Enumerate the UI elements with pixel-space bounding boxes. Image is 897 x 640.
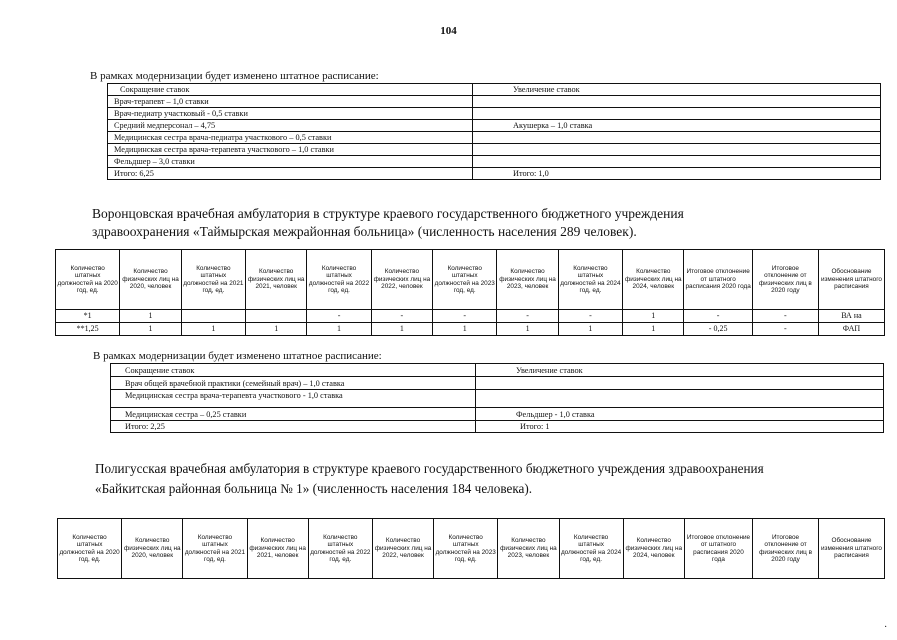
stats-header-cell: Количество физических лиц на 2024, человек (623, 250, 684, 310)
stats-header-cell: Количество физических лиц на 2024, человек (623, 519, 684, 579)
stats-data-row (56, 310, 885, 323)
increase-cell (473, 156, 881, 168)
stats-cell: 1 (558, 323, 622, 336)
table-header-row (111, 364, 884, 377)
staffing-stats-table-2 (57, 518, 885, 579)
stats-header-cell: Обоснование изменения штатного расписания (818, 519, 884, 579)
stats-header-cell: Итоговое отклонение от физических лиц в 2020 году (752, 250, 818, 310)
table-row (108, 120, 881, 132)
increase-cell (473, 144, 881, 156)
increase-cell (476, 390, 884, 408)
stats-header-cell: Количество физических лиц на 2022, человек (371, 250, 432, 310)
stats-cell: 1 (623, 310, 684, 323)
table-total-row (108, 168, 881, 180)
staffing-table-1 (107, 83, 881, 180)
poligus-heading-line2: «Байкитская районная больница № 1» (численность населения 184 человека). (95, 481, 533, 496)
staffing-table-2 (110, 363, 884, 433)
increase-cell (476, 377, 884, 390)
poligus-heading-line1: Полигусская врачебная амбулатория в структуре краевого государственного бюджетного учреждения здравоохранения (95, 461, 764, 476)
stats-cell: *1 (56, 310, 120, 323)
stats-cell: 1 (623, 323, 684, 336)
col-increase-header: Увеличение ставок (476, 364, 884, 377)
increase-total: Итого: 1,0 (473, 168, 881, 180)
table-row (108, 96, 881, 108)
section2-intro: В рамках модернизации будет изменено штатное расписание: (93, 350, 382, 362)
col-increase-header: Увеличение ставок (473, 84, 881, 96)
stats-header-cell: Количество физических лиц на 2022, человек (372, 519, 433, 579)
reduction-total: Итого: 6,25 (108, 168, 473, 180)
stats-cell: 1 (433, 323, 497, 336)
reduction-cell: Медицинская сестра врача-терапевта участкового – 1,0 ставки (108, 144, 473, 156)
stats-cell (246, 310, 307, 323)
table-row (108, 156, 881, 168)
stats-header-cell: Итоговое отклонение от штатного расписания 2020 года (684, 519, 752, 579)
stats-header-cell: Количество штатных должностей на 2022 год, ед. (307, 250, 371, 310)
stats-cell: 1 (371, 323, 432, 336)
increase-cell: Фельдшер - 1,0 ставка (476, 408, 884, 421)
stats-header-cell: Количество физических лиц на 2023, человек (497, 250, 558, 310)
section1-intro: В рамках модернизации будет изменено штатное расписание: (90, 70, 379, 82)
stats-cell: ФАП (818, 323, 884, 336)
col-reduction-header: Сокращение ставок (111, 364, 476, 377)
stats-cell: - (307, 310, 371, 323)
increase-cell (473, 132, 881, 144)
stats-header-cell: Количество штатных должностей на 2021 год, ед. (181, 250, 245, 310)
reduction-cell: Врач общей врачебной практики (семейный врач) – 1,0 ставка (111, 377, 476, 390)
stats-cell: 1 (120, 310, 181, 323)
vorontsovo-heading-line1: Воронцовская врачебная амбулатория в структуре краевого государственного бюджетного учреждения (92, 206, 684, 221)
stats-header-cell: Количество физических лиц на 2020, человек (122, 519, 183, 579)
staffing-stats-table-1 (55, 249, 885, 336)
stats-cell: 1 (246, 323, 307, 336)
stats-data-row (56, 323, 885, 336)
increase-total: Итого: 1 (476, 421, 884, 433)
reduction-cell: Медицинская сестра врача-педиатра участкового – 0,5 ставки (108, 132, 473, 144)
stats-header-cell: Итоговое отклонение от штатного расписания 2020 года (684, 250, 752, 310)
stats-cell (181, 310, 245, 323)
reduction-cell: Врач-педиатр участковый - 0,5 ставки (108, 108, 473, 120)
stats-cell: - (497, 310, 558, 323)
stats-header-cell: Количество физических лиц на 2023, человек (498, 519, 559, 579)
table-row (111, 408, 884, 421)
stats-header-cell: Количество штатных должностей на 2022 год, ед. (308, 519, 372, 579)
stats-cell: - (752, 323, 818, 336)
stats-cell: - (371, 310, 432, 323)
reduction-cell: Врач-терапевт – 1,0 ставки (108, 96, 473, 108)
stats-cell: - (558, 310, 622, 323)
stats-header-cell: Итоговое отклонение от физических лиц в 2020 году (753, 519, 819, 579)
increase-cell (473, 96, 881, 108)
stats-cell: 1 (120, 323, 181, 336)
table-row (108, 132, 881, 144)
stats-header-cell: Количество штатных должностей на 2020 год, ед. (58, 519, 122, 579)
table-row (111, 377, 884, 390)
stats-header-cell: Количество физических лиц на 2020, человек (120, 250, 181, 310)
stats-cell: - (684, 310, 752, 323)
stats-cell: - (433, 310, 497, 323)
page-number: 104 (440, 25, 457, 37)
reduction-cell: Медицинская сестра врача-терапевта участкового - 1,0 ставка (111, 390, 476, 408)
stats-header-cell: Количество штатных должностей на 2023 год, ед. (434, 519, 498, 579)
stats-header-row (56, 250, 885, 310)
stats-header-cell: Количество штатных должностей на 2021 год, ед. (183, 519, 247, 579)
stats-cell: 1 (307, 323, 371, 336)
stats-header-cell: Количество штатных должностей на 2024 год, ед. (558, 250, 622, 310)
reduction-total: Итого: 2,25 (111, 421, 476, 433)
stats-cell: - (752, 310, 818, 323)
corner-mark: · (884, 622, 888, 633)
stats-cell: 1 (497, 323, 558, 336)
reduction-cell: Средний медперсонал – 4,75 (108, 120, 473, 132)
table-header-row (108, 84, 881, 96)
stats-header-cell: Количество штатных должностей на 2024 год, ед. (559, 519, 623, 579)
stats-header-cell: Количество штатных должностей на 2023 год, ед. (433, 250, 497, 310)
increase-cell (473, 108, 881, 120)
stats-header-cell: Количество физических лиц на 2021, человек (247, 519, 308, 579)
stats-header-cell: Обоснование изменения штатного расписания (818, 250, 884, 310)
stats-cell: - 0,25 (684, 323, 752, 336)
stats-cell: **1,25 (56, 323, 120, 336)
vorontsovo-heading-line2: здравоохранения «Таймырская межрайонная больница» (численность населения 289 человек). (92, 224, 637, 239)
table-row (108, 144, 881, 156)
stats-cell: 1 (181, 323, 245, 336)
stats-header-cell: Количество физических лиц на 2021, человек (246, 250, 307, 310)
increase-cell: Акушерка – 1,0 ставка (473, 120, 881, 132)
stats-header-cell: Количество штатных должностей на 2020 год, ед. (56, 250, 120, 310)
reduction-cell: Фельдшер – 3,0 ставки (108, 156, 473, 168)
reduction-cell: Медицинская сестра – 0,25 ставки (111, 408, 476, 421)
stats-cell: ВА на (818, 310, 884, 323)
stats-header-row (58, 519, 885, 579)
table-row (111, 390, 884, 408)
col-reduction-header: Сокращение ставок (108, 84, 473, 96)
table-row (108, 108, 881, 120)
table-total-row (111, 421, 884, 433)
